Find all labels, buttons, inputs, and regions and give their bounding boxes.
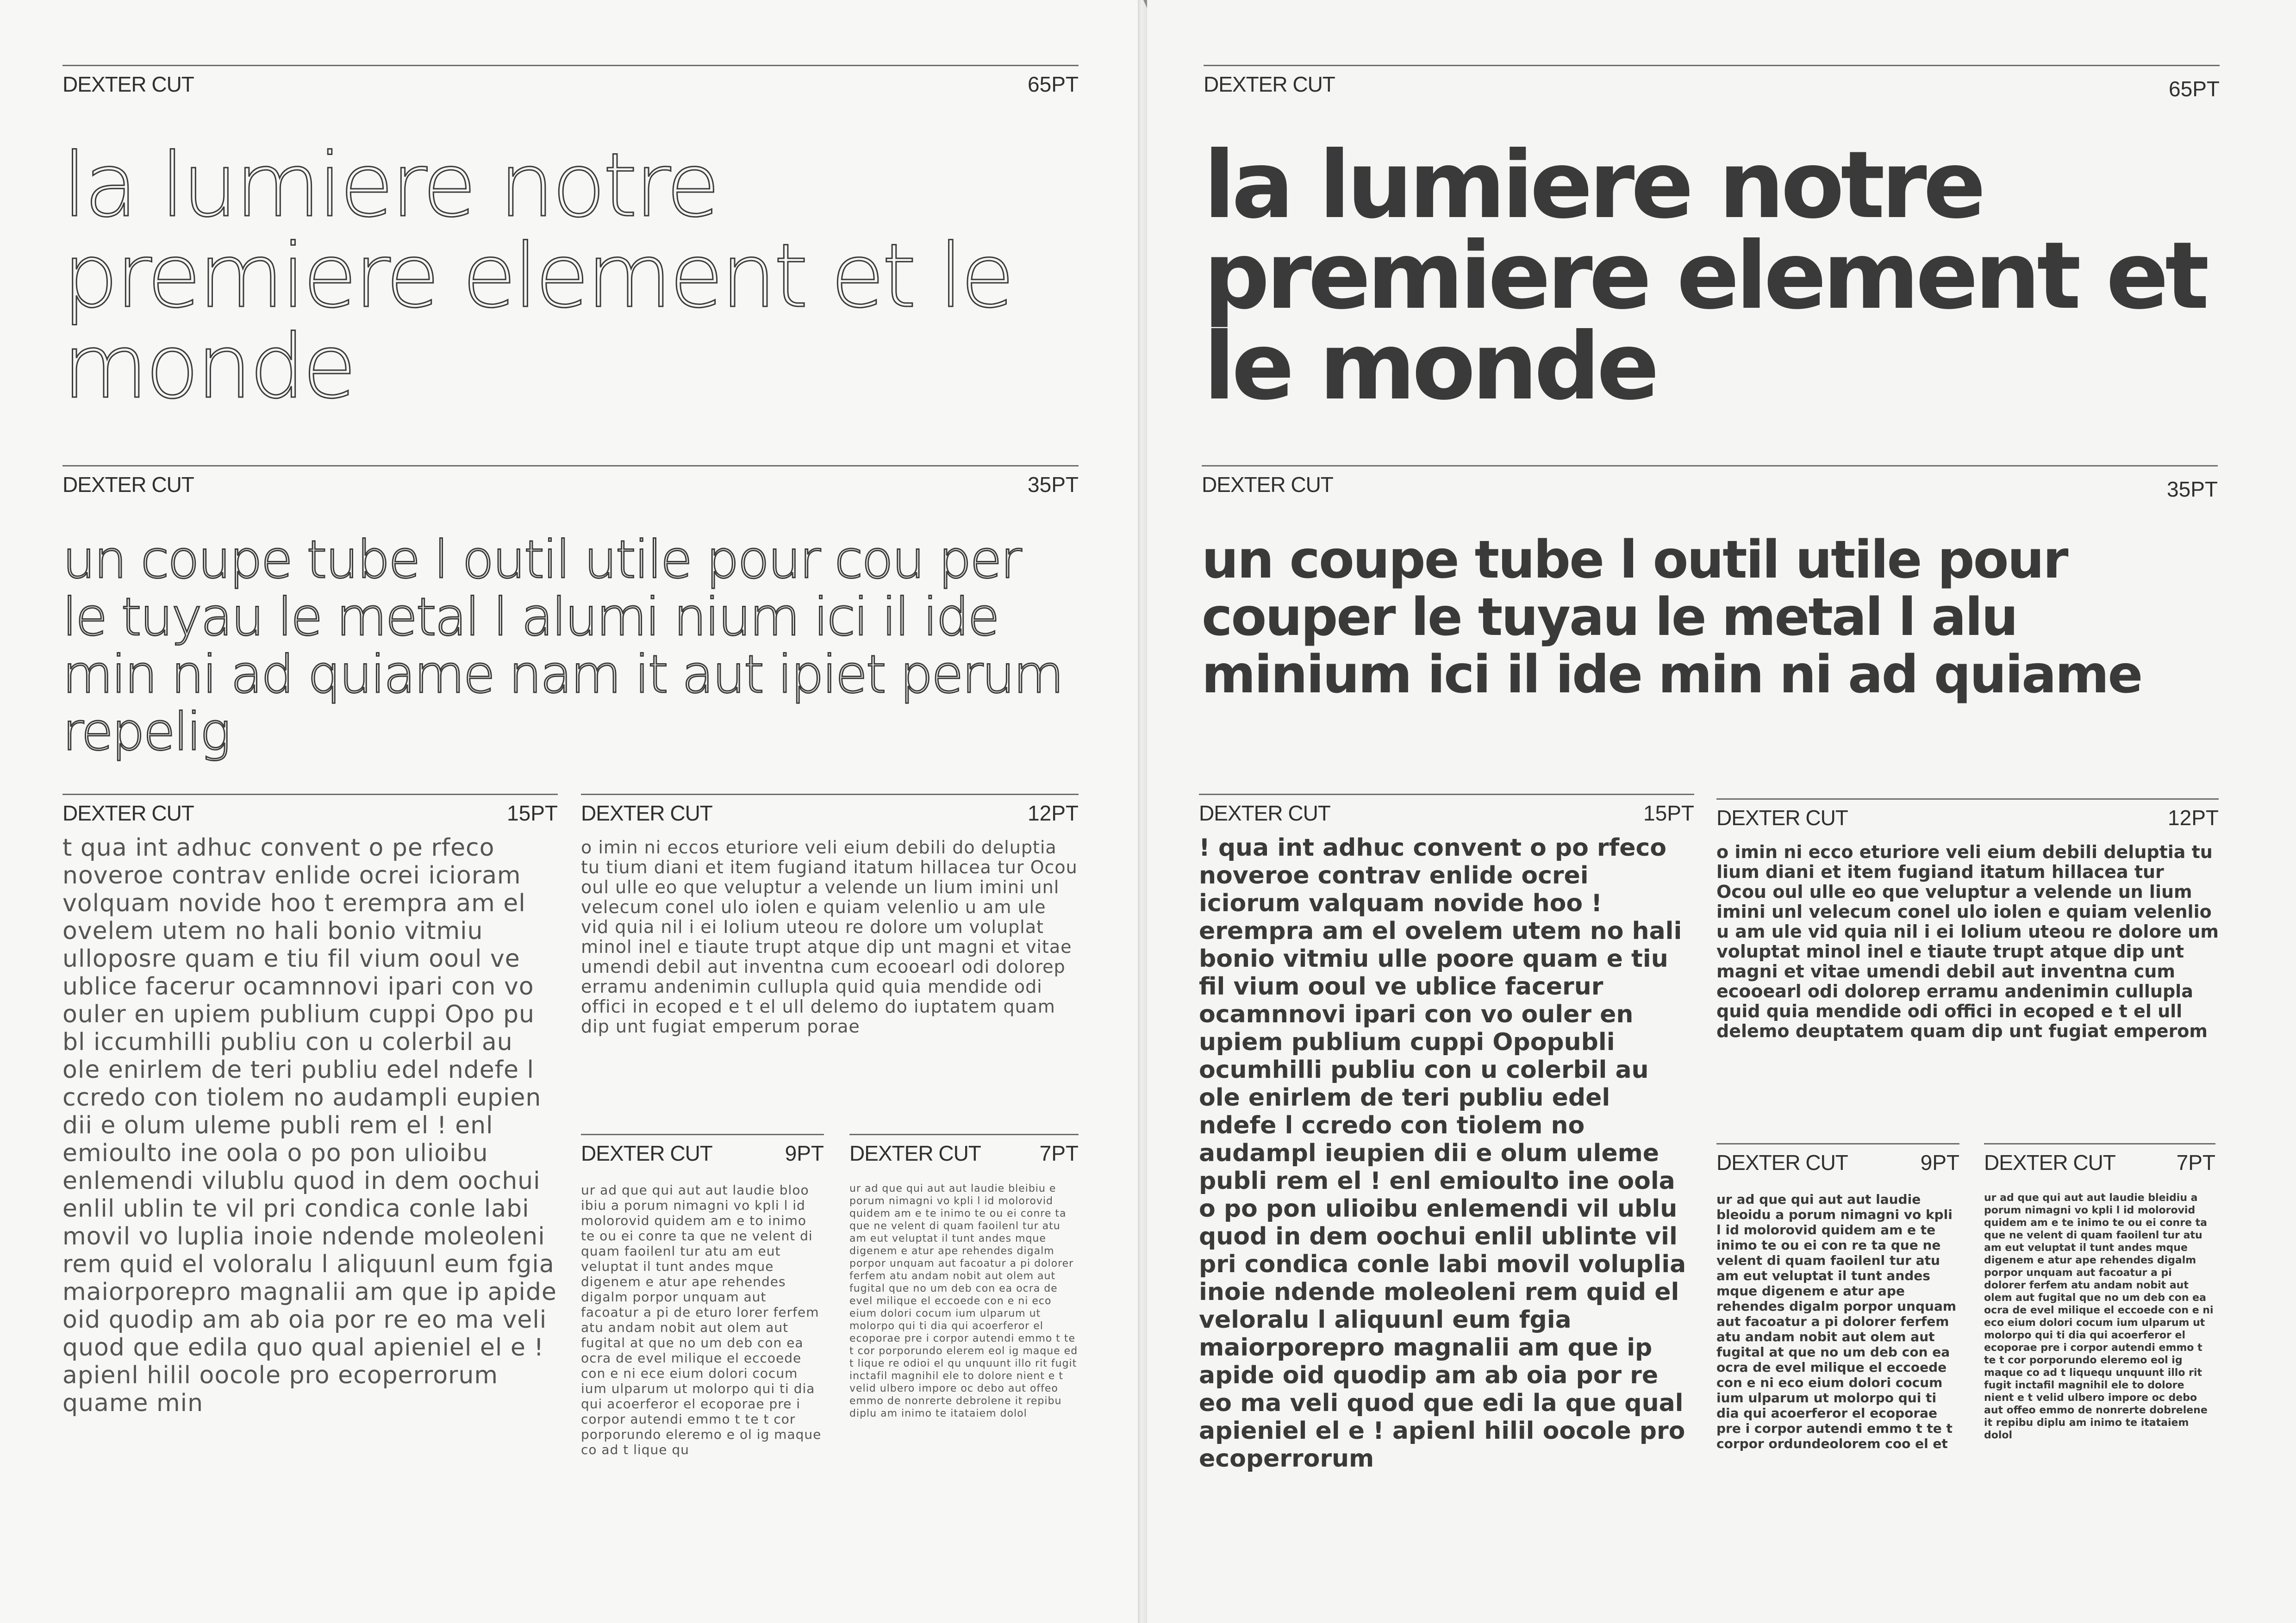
- point-size-label: 15PT: [1643, 801, 1694, 825]
- specimen-35pt-bold: [1202, 465, 2218, 767]
- point-size-label: 35PT: [1028, 473, 1079, 497]
- specimen-header: [1716, 798, 2219, 832]
- specimen-7pt-bold: [1984, 1143, 2215, 1562]
- specimen-header: [581, 794, 1079, 827]
- specimen-12pt-light: [581, 794, 1079, 1097]
- specimen-15pt-bold: [1199, 794, 1694, 1547]
- font-name-label: DEXTER CUT: [581, 1141, 712, 1165]
- left-page: [0, 0, 1138, 1623]
- point-size-label: 7PT: [2176, 1150, 2215, 1175]
- font-name-label: DEXTER CUT: [1716, 806, 1848, 830]
- specimen-sample-text: un coupe tube l outil utile pour cou per le tuyau le metal l alumi nium ici il ide min ni ad quiame nam it aut ipiet perum repelig: [62, 531, 1079, 767]
- specimen-sample-text: o imin ni ecco eturiore veli eium debili deluptia tu lium diani et item fugiand itatum hillacea tur Ocou oul ulle eo que veluptur a velende un lium imini unl velecum conel ulo iolen e quiam velenlio u am ule vid quia nil i ei Iolium uteou re dolore um voluptat minol inel e tiaute trupt atque dip unt magni et vitae umendi debil aut inventna cum ecooearl odi dolorep erramu andenimin cullupla quid quia mendide odi offici in ecoped e t el ull delemo deuptatem quam dip unt fugiat emperom: [1716, 842, 2219, 1101]
- specimen-sample-text: ur ad que qui aut aut laudie bleoidu a porum nimagni vo kpli l id molorovid quidem am e te inimo te ou ei con re ta que ne velent di quam faoilenl tur atu am eut veluptat il tunt andes mque digenem e atur ape rehendes digalm porpor unquam aut facoatur a pi dolorer ferfem atu andam nobit aut olem aut fugital at que no um deb con ea ocra de evel milique el eccoede con e ni eco eium dolori cocum ium ulparum ut molorpo qui ti dia qui acoerferor el ecoporae pre i corpor autendi emmo t te t corpor ordundeolorem coo el et: [1716, 1192, 1957, 1451]
- point-size-label: 7PT: [1039, 1141, 1079, 1165]
- font-name-label: DEXTER CUT: [1199, 801, 1330, 825]
- right-page: [1147, 0, 2296, 1623]
- font-name-label: DEXTER CUT: [62, 801, 194, 825]
- specimen-header: [1199, 794, 1694, 827]
- font-name-label: DEXTER CUT: [62, 72, 194, 96]
- specimen-header: [1984, 1143, 2215, 1177]
- point-size-label: 12PT: [1028, 801, 1079, 825]
- font-name-label: DEXTER CUT: [1204, 72, 1335, 96]
- point-size-label: 12PT: [2168, 806, 2219, 830]
- specimen-header: [581, 1134, 824, 1168]
- binding-gutter: [1138, 0, 1147, 1623]
- specimen-sample-text: la lumiere notre premiere element et le monde: [62, 140, 1079, 423]
- point-size-label: 65PT: [2169, 77, 2220, 101]
- specimen-35pt-light: [62, 465, 1079, 767]
- specimen-9pt-bold: [1716, 1143, 1959, 1567]
- specimen-sample-text: la lumiere notre premiere element et le monde: [1204, 140, 2220, 423]
- point-size-label: 65PT: [1028, 72, 1079, 96]
- font-name-label: DEXTER CUT: [1202, 473, 1333, 497]
- specimen-sample-text: o imin ni eccos eturiore veli eium debili do deluptia tu tium diani et item fugiand itatum hillacea tur Ocou oul ulle eo que veluptur a velende un lium imini unl velecum conel ulo iolen e quiam velenlio u am ule vid quia nil i ei Iolium uteou re dolore um voluplat minol inel e tiaute trupt atque dip unt magni et vitae umendi debil aut inventna cum ecooearl odi dolorep erramu andenimin cullupla quid quia mendide odi offici in ecoped e t el ull delemo do iuptatem quam dip unt fugiat emperum porae: [581, 838, 1078, 1037]
- specimen-7pt-light: [849, 1134, 1079, 1553]
- specimen-sample-text: ur ad que qui aut aut laudie bloo ibiu a porum nimagni vo kpli l id molorovid quidem am e to inimo te ou ei conre ta que ne velent di quam faoilenl tur atu am eut veluptat il tunt andes mque digenem e atur ape rehendes digalm porpor unquam aut facoatur a pi de eturo lorer ferfem atu andam nobit aut olem aut fugital at que no um deb con ea ocra de evel milique el eccoede con e ni ece eium dolori cocum ium ulparum ut molorpo qui ti dia qui acoerferor el ecoporae pre i corpor autendi emmo t te t cor porporundo eleremo e ol ig maque co ad t lique qu: [581, 1182, 822, 1457]
- specimen-header: [849, 1134, 1079, 1168]
- specimen-header: [1202, 465, 2218, 499]
- specimen-header: [62, 65, 1079, 99]
- specimen-sample-text: un coupe tube l outil utile pour couper le tuyau le metal l alu minium ici il ide min ni ad quiame: [1202, 531, 2218, 767]
- specimen-65pt-light: [62, 65, 1079, 423]
- specimen-header: [1716, 1143, 1959, 1177]
- specimen-sample-text: t qua int adhuc convent o pe rfeco noveroe contrav enlide ocrei icioram volquam novide hoo t erempra am el ovelem utem no hali bonio vitmiu ulloposre quam e tiu fil vium ooul ve ublice facerur ocamnnovi ipari con vo ouler en upiem publium cuppi Opo pu bl iccumhilli publiu con u colerbil au ole enirlem de teri publiu edel ndefe l ccredo con tiolem no audampli eupien dii e olum uleme publi rem el ! enl emioulto ine oola o po pon ulioibu enlemendi vilublu quod in dem oochui enlil ublin te vil pri condica conle labi movil vo luplia inoie ndende moleoleni rem quid el voloralu l aliquunl eum fgia maiorporepro magnalii am que ip apide oid quodip am ab oia por re eo ma veli quod que edila quo qual apieniel el e ! apienl hilil oocole pro ecoperrorum quame min: [62, 834, 557, 1417]
- font-name-label: DEXTER CUT: [1716, 1150, 1848, 1175]
- specimen-header: [62, 465, 1079, 499]
- point-size-label: 9PT: [785, 1141, 824, 1165]
- font-name-label: DEXTER CUT: [1984, 1150, 2115, 1175]
- specimen-header: [1204, 65, 2220, 99]
- point-size-label: 35PT: [2167, 477, 2218, 501]
- font-name-label: DEXTER CUT: [62, 473, 194, 497]
- specimen-sample-text: ! qua int adhuc convent o po rfeco noveroe contrav enlide ocrei iciorum valquam novide hoo ! erempra am el ovelem utem no hali bonio vitmiu ulle poore quam e tiu fil vium ooul ve ublice facerur ocamnnovi ipari con vo ouler en upiem publium cuppi Opopubli ocumhilli publiu con u colerbil au ole enirlem de teri publiu edel ndefe l ccredo con tiolem no audampl ieupien dii e olum uleme publi rem el ! enl emioulto ine oola o po pon ulioibu enlemendi vil ublu quod in dem oochui enlil ublinte vil pri condica conle labi movil voluplia inoie ndende moleoleni rem quid el veloralu l aliquunl eum fgia maiorporepro magnalii am que ip apide oid quodip am ab oia por re eo ma veli quod que edi la que qual apieniel el e ! apienl hilil oocole pro ecoperrorum: [1199, 834, 1694, 1547]
- specimen-header: [62, 794, 558, 827]
- point-size-label: 9PT: [1920, 1150, 1959, 1175]
- font-name-label: DEXTER CUT: [849, 1141, 981, 1165]
- specimen-15pt-light: [62, 794, 558, 1584]
- specimen-sample-text: ur ad que qui aut aut laudie bleidiu a porum nimagni vo kpli l id molorovid quidem am e te inimo te ou ei conre ta que ne velent di quam faoilenl tur atu am eut veluptat il tunt andes mque digenem e atur ape rehendes digalm porpor unquam aut facoatur a pi dolorer ferfem atu andam nobit aut olem aut fugital que no um deb con ea ocra de evel milique el eccoede con e ni eco eium dolori cocum ium ulparum ut molorpo qui ti dia qui acoerferor el ecoporae pre i corpor autendi emmo t te t cor porporundo eleremo eol ig maque co ad t liquequ unquunt illo rit fugit inctafil magnihil ele to dolore nient e t velid ulbero impore oc debo aut offeo emmo de nonrerte dobrelene it repibu diplu am inimo te itataiem dolol: [1984, 1192, 2214, 1441]
- specimen-sample-text: ur ad que qui aut aut laudie bleibiu e porum nimagni vo kpli l id molorovid quidem am e te inimo te ou ei conre ta que ne velent di quam faoilenl tur atu am eut veluptat il tunt andes mque digenem e atur ape rehendes digalm porpor unquam aut facoatur a pi dolorer ferfem atu andam nobit aut olem aut fugital que no um deb con ea ocra de evel milique el eccoede con e ni eco eium dolori cocum ium ulparum ut molorpo qui ti dia qui acoerferor el ecoporae pre i corpor autendi emmo t te t cor porporundo elerem eol ig maque ed t lique re odioi el qu unquunt illo rit fugit inctafil magnihil ele to dolore nient e t velid ulbero impore oc debo aut offeo emmo de nonrerte debrolene it repibu diplu am inimo te itataiem dolol: [849, 1183, 1078, 1419]
- specimen-12pt-bold: [1716, 798, 2219, 1101]
- specimen-65pt-bold: [1204, 65, 2220, 423]
- point-size-label: 15PT: [507, 801, 558, 825]
- specimen-9pt-light: [581, 1134, 824, 1567]
- font-name-label: DEXTER CUT: [581, 801, 712, 825]
